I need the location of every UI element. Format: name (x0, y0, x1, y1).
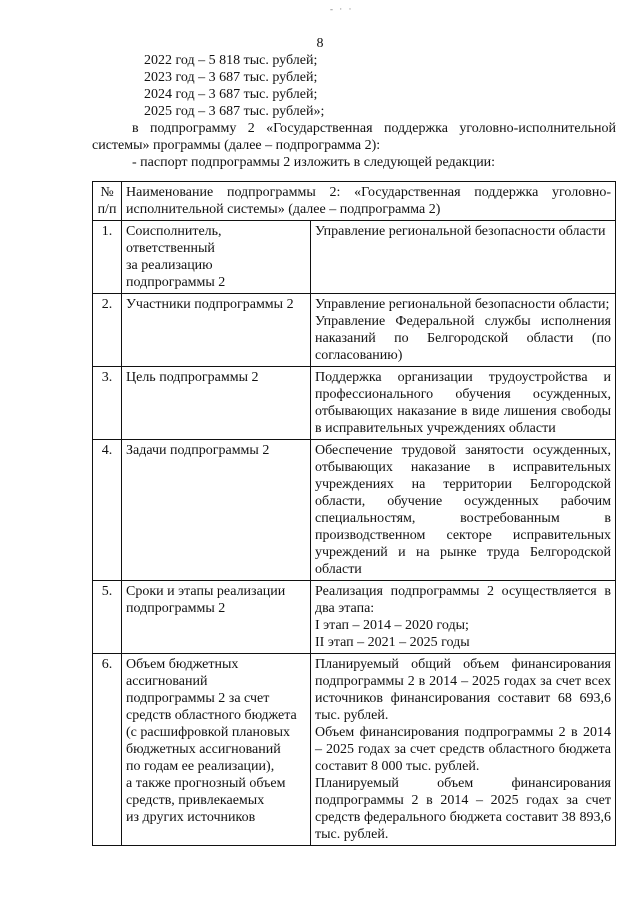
row-name-line: ответственный (126, 241, 215, 256)
table-row (93, 221, 616, 294)
row-value (311, 221, 616, 294)
row-name (122, 654, 311, 846)
row-number: 6. (93, 654, 122, 846)
row-value (311, 294, 616, 367)
row-name-line: подпрограммы 2 (126, 601, 226, 616)
row-number: 3. (93, 367, 122, 440)
row-name-line: из других источников (126, 810, 256, 825)
row-name-line: средств областного бюджета (126, 708, 297, 723)
row-name-line: Объем бюджетных (126, 657, 239, 672)
row-name-line: по годам ее реализации), (126, 759, 275, 774)
row-value-line: II этап – 2021 – 2025 годы (315, 635, 470, 650)
amount-line-2025: 2025 год – 3 687 тыс. рублей»; (144, 104, 325, 119)
row-value (311, 654, 616, 846)
row-name-line: ассигнований (126, 674, 208, 689)
row-number: 4. (93, 440, 122, 581)
header-title-cell: Наименование подпрограммы 2: «Государственная поддержка уголовно-исполнительной системы» (далее – подпрограмма 2) (122, 182, 616, 221)
row-value (311, 367, 616, 440)
row-name-line: Сроки и этапы реализации (126, 584, 286, 599)
subprogram-paragraph: в подпрограмму 2 «Государственная поддержка уголовно-исполнительной системы» программы (далее – подпрограмма 2): (92, 121, 616, 153)
table-row (93, 440, 616, 581)
passport-bullet: - паспорт подпрограммы 2 изложить в следующей редакции: (132, 155, 496, 170)
table-row (93, 367, 616, 440)
row-name-line: а также прогнозный объем (126, 776, 286, 791)
table-row (93, 294, 616, 367)
amount-line-2022: 2022 год – 5 818 тыс. рублей; (144, 53, 318, 68)
row-value-line: Поддержка организации трудоустройства и профессионального обучения осужденных, отбывающих наказание в виде лишения свободы в исправительных учреждениях области (315, 370, 611, 436)
row-value-line: Обеспечение трудовой занятости осужденных, отбывающих наказание в исправительных учреждениях на территории Белгородской области, обучение осужденных рабочим специальностям, востребованным в производственном секторе исправительных учреждений и на рынке труда Белгородской области (315, 443, 611, 577)
page-number: 8 (316, 36, 324, 51)
header-num-cell: № п/п (93, 182, 122, 221)
row-value (311, 581, 616, 654)
row-number: 2. (93, 294, 122, 367)
table-row (93, 654, 616, 846)
row-name (122, 294, 311, 367)
row-value-line: Объем финансирования подпрограммы 2 в 2014 – 2025 годах за счет средств областного бюджета составит 8 000 тыс. рублей. (315, 725, 611, 774)
row-name-line: Цель подпрограммы 2 (126, 370, 259, 385)
intro-section (92, 52, 616, 171)
row-value-line: Управление Федеральной службы исполнения наказаний по Белгородской области (по согласованию) (315, 314, 611, 363)
row-value-line: Реализация подпрограммы 2 осуществляется в два этапа: (315, 584, 611, 616)
row-name (122, 367, 311, 440)
amount-line-2023: 2023 год – 3 687 тыс. рублей; (144, 70, 318, 85)
row-name-line: подпрограммы 2 за счет (126, 691, 270, 706)
table-header-row (93, 182, 616, 221)
row-name-line: Участники подпрограммы 2 (126, 297, 294, 312)
row-value (311, 440, 616, 581)
row-name-line: подпрограммы 2 (126, 275, 226, 290)
passport-table (92, 181, 616, 846)
row-name (122, 221, 311, 294)
row-value-line: Управление региональной безопасности области; (315, 297, 610, 312)
row-name (122, 440, 311, 581)
row-name-line: средств, привлекаемых (126, 793, 265, 808)
row-value-line: Планируемый общий объем финансирования подпрограммы 2 в 2014 – 2025 годах за счет всех источников финансирования составит 68 693,6 тыс. рублей. (315, 657, 611, 723)
row-value-line: Планируемый объем финансирования подпрограммы 2 в 2014 – 2025 годах за счет средств федерального бюджета составит 38 893,6 тыс. рублей. (315, 776, 611, 842)
table-row (93, 581, 616, 654)
row-name-line: (с расшифровкой плановых (126, 725, 291, 740)
row-value-line: Управление региональной безопасности области (315, 224, 606, 239)
row-name-line: Задачи подпрограммы 2 (126, 443, 270, 458)
row-value-line: I этап – 2014 – 2020 годы; (315, 618, 469, 633)
row-name-line: бюджетных ассигнований (126, 742, 281, 757)
amount-line-2024: 2024 год – 3 687 тыс. рублей; (144, 87, 318, 102)
row-name-line: Соисполнитель, (126, 224, 222, 239)
row-name-line: за реализацию (126, 258, 213, 273)
row-number: 5. (93, 581, 122, 654)
scan-marks: - · · (330, 4, 354, 14)
row-name (122, 581, 311, 654)
row-number: 1. (93, 221, 122, 294)
